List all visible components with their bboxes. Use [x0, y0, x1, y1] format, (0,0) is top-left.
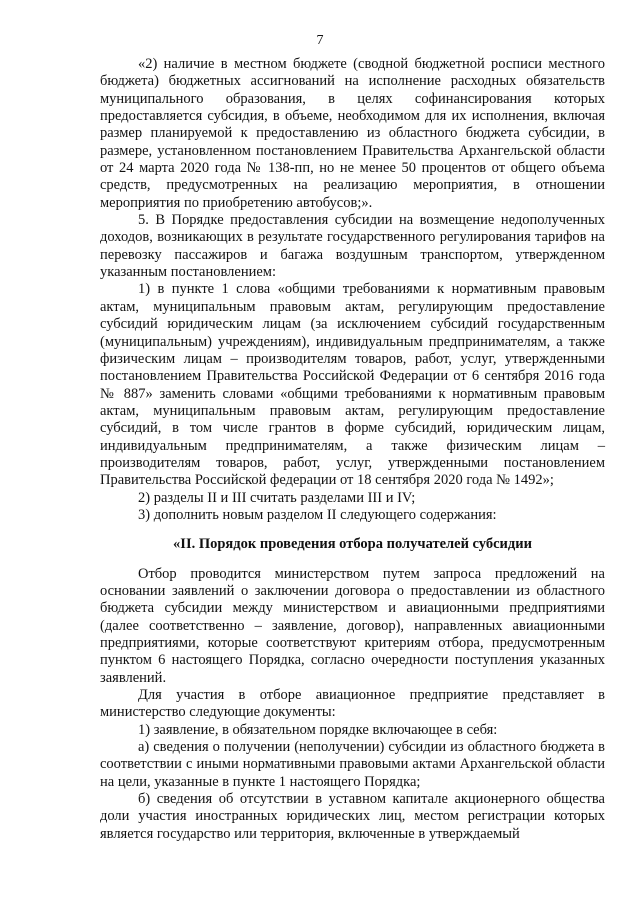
paragraph-item-5: 5. В Порядке предоставления субсидии на возмещение недополученных доходов, возникающих в результате государственного регулирования тарифов на перевозку пассажиров и багажа воздушным транспортом, утвержденном указанным постановлением: — [100, 212, 605, 281]
paragraph-subitem-3: 3) дополнить новым разделом II следующего содержания: — [138, 506, 497, 523]
paragraph-subitem-2: 2) разделы II и III считать разделами III и IV; — [138, 489, 416, 506]
paragraph-subpoint-a: а) сведения о получении (неполучении) субсидии из областного бюджета в соответствии с иными нормативными правовыми актами Архангельской области на цели, указанные в пункте 1 настоящего Порядка; — [100, 739, 605, 790]
section-heading: «II. Порядок проведения отбора получателей субсидии — [173, 536, 532, 553]
document-body — [100, 56, 605, 843]
page-number: 7 — [316, 33, 324, 48]
paragraph-subitem-1: 1) в пункте 1 слова «общими требованиями к нормативным правовым актам, муниципальным правовым актам, регулирующим предоставление субсидий юридическим лицам (за исключением субсидий государственным (муниципальным) учреждениям), индивидуальным предпринимателям, а также физическим лицам – производителям товаров, работ, услуг, утвержденными постановлением Правительства Российской Федерации от 6 сентября 2016 года № 887» заменить словами «общими требованиями к нормативным правовым актам, муниципальным правовым актам, регулирующим предоставление субсидий, в том числе грантов в форме субсидий, юридическим лицам, индивидуальным предпринимателям, а также физическим лицам – производителям товаров, работ, услуг, утвержденными постановлением Правительства Российской федерации от 18 сентября 2020 года № 1492»; — [100, 281, 605, 489]
paragraph-application: 1) заявление, в обязательном порядке включающее в себя: — [138, 721, 498, 738]
paragraph-selection-procedure: Отбор проводится министерством путем запроса предложений на основании заявлений о заключении договора о предоставлении из областного бюджета субсидии между министерством и авиационными предприятиями (далее соответственно – заявление, договор), направленных авиационными предприятиями, которые соответствуют критериям отбора, предусмотренным пунктом 6 настоящего Порядка, согласно очередности поступления указанных заявлений. — [100, 565, 605, 686]
paragraph-clause-2: «2) наличие в местном бюджете (сводной бюджетной росписи местного бюджета) бюджетных ассигнований на исполнение расходных обязательств муниципального образования, в целях софинансирования которых предоставляется субсидия, в объеме, необходимом для их исполнения, включая размер планируемой к предоставлению из областного бюджета субсидии, в размере, установленном постановлением Правительства Архангельской области от 24 марта 2020 года № 138-пп, но не менее 50 процентов от общего объема средств, предусмотренных на реализацию мероприятия, в отношении мероприятия по приобретению автобусов;». — [100, 56, 605, 211]
paragraph-documents-intro: Для участия в отборе авиационное предприятие представляет в министерство следующие документы: — [100, 687, 605, 721]
paragraph-subpoint-b: б) сведения об отсутствии в уставном капитале акционерного общества доли участия иностранных юридических лиц, местом регистрации которых является государство или территория, включенные в утверждаемый — [100, 791, 605, 842]
